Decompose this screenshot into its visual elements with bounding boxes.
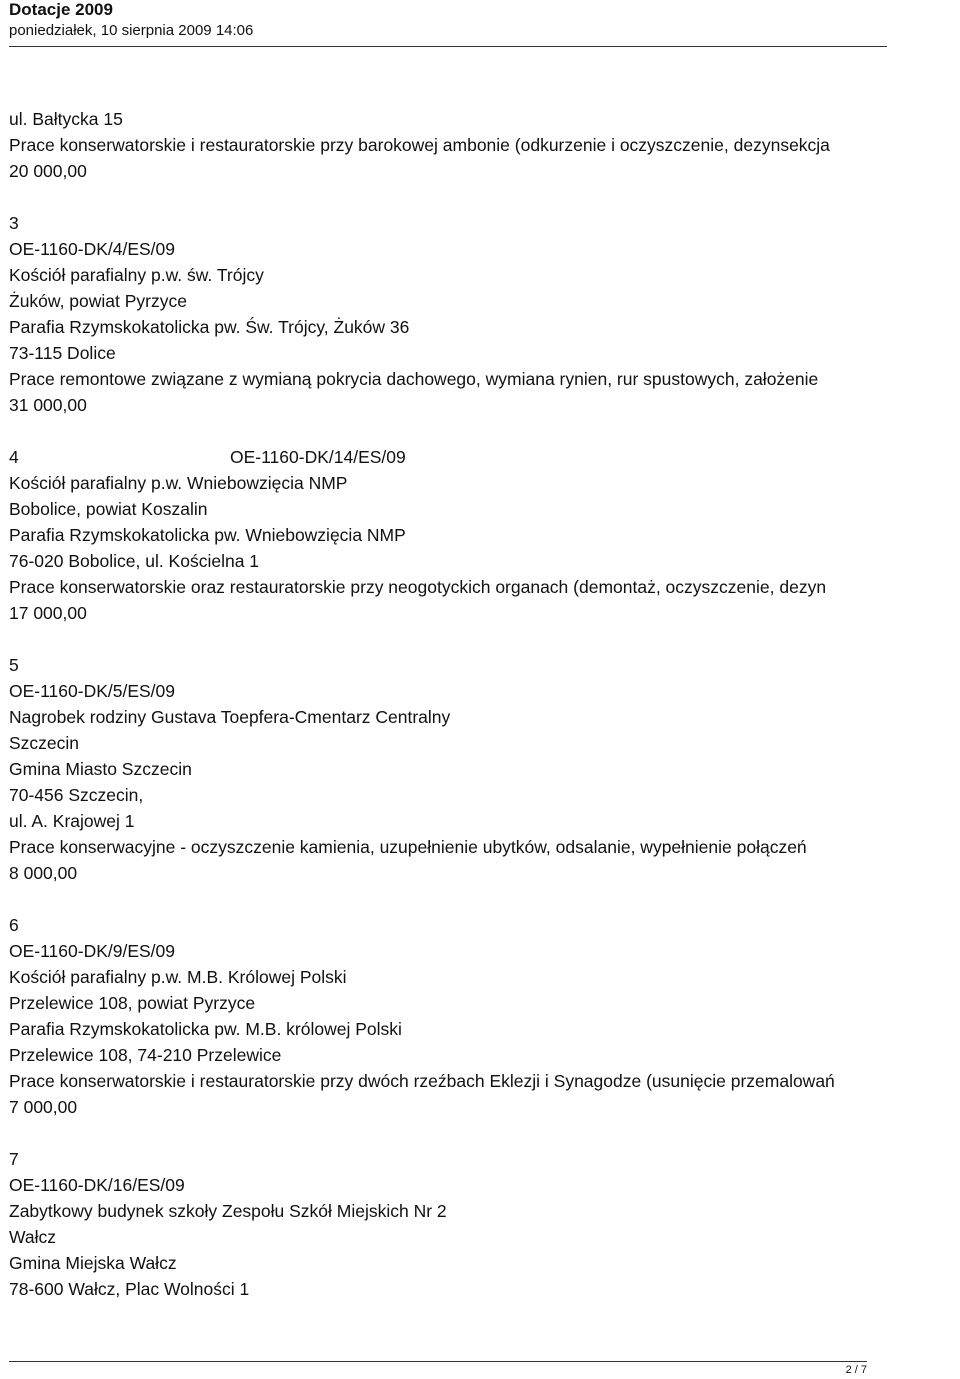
entry-location: Przelewice 108, powiat Pyrzyce (9, 993, 256, 1013)
entry-owner: Gmina Miasto Szczecin (9, 759, 192, 779)
entry-object: Kościół parafialny p.w. M.B. Królowej Polski (9, 967, 347, 987)
entry-works: Prace konserwatorskie oraz restauratorskie przy neogotyckich organach (demontaż, oczyszczenie, dezyn (9, 577, 827, 597)
entry-owner: Parafia Rzymskokatolicka pw. Św. Trójcy, Żuków 36 (9, 317, 410, 337)
entry-address-street: ul. A. Krajowej 1 (9, 811, 135, 831)
entry-number: 5 (9, 655, 19, 675)
entry-amount: 8 000,00 (9, 863, 78, 883)
entry-object: Kościół parafialny p.w. Wniebowzięcia NMP (9, 473, 348, 493)
document-date: poniedziałek, 10 sierpnia 2009 14:06 (9, 22, 254, 39)
entry-address: 73-115 Dolice (9, 343, 116, 363)
entry-address: Przelewice 108, 74-210 Przelewice (9, 1045, 282, 1065)
entry-works: Prace remontowe związane z wymianą pokrycia dachowego, wymiana rynien, rur spustowych, założenie (9, 369, 819, 389)
document-header (9, 0, 889, 40)
entry-location: Bobolice, powiat Koszalin (9, 499, 208, 519)
entry-owner: Gmina Miejska Wałcz (9, 1253, 177, 1273)
document-title: Dotacje 2009 (9, 0, 113, 19)
entry-location: Wałcz (9, 1227, 56, 1247)
entry-object: Kościół parafialny p.w. św. Trójcy (9, 265, 264, 285)
entry-address: 78-600 Wałcz, Plac Wolności 1 (9, 1279, 250, 1299)
list-item (9, 912, 960, 1120)
entry-amount: 31 000,00 (9, 395, 87, 415)
entry-amount: 17 000,00 (9, 603, 87, 623)
list-item (9, 444, 960, 626)
header-divider (9, 46, 887, 47)
entry-code: OE-1160-DK/4/ES/09 (9, 239, 176, 259)
entry-object: Zabytkowy budynek szkoły Zespołu Szkół Miejskich Nr 2 (9, 1201, 447, 1221)
entry-owner: Parafia Rzymskokatolicka pw. M.B. królowej Polski (9, 1019, 402, 1039)
entry-code: OE-1160-DK/5/ES/09 (9, 681, 176, 701)
entry-code: OE-1160-DK/9/ES/09 (9, 941, 176, 961)
list-item (9, 1146, 960, 1302)
entry-number: 3 (9, 213, 19, 233)
entry-number: 6 (9, 915, 19, 935)
document-body (9, 106, 960, 1302)
list-item (9, 210, 960, 418)
entry-works: Prace konserwatorskie i restauratorskie przy barokowej ambonie (odkurzenie i oczyszczenie, dezynsekcja (9, 135, 830, 155)
entry-location: Żuków, powiat Pyrzyce (9, 291, 187, 311)
entry-works: Prace konserwatorskie i restauratorskie przy dwóch rzeźbach Eklezji i Synagodze (usunięcie przemalowań (9, 1071, 835, 1091)
entry-address: 76-020 Bobolice, ul. Kościelna 1 (9, 551, 260, 571)
entry-code: OE-1160-DK/16/ES/09 (9, 1175, 185, 1195)
entry-amount: 7 000,00 (9, 1097, 78, 1117)
entry-code: OE-1160-DK/14/ES/09 (230, 447, 406, 467)
entry-owner: Parafia Rzymskokatolicka pw. Wniebowzięcia NMP (9, 525, 406, 545)
list-item (9, 652, 960, 886)
entry-header (9, 444, 960, 470)
entry-works: Prace konserwacyjne - oczyszczenie kamienia, uzupełnienie ubytków, odsalanie, wypełnienie połączeń (9, 837, 807, 857)
entry-amount: 20 000,00 (9, 161, 87, 181)
entry-object: Nagrobek rodziny Gustava Toepfera-Cmentarz Centralny (9, 707, 451, 727)
entry-address: ul. Bałtycka 15 (9, 109, 123, 129)
entry-location: Szczecin (9, 733, 80, 753)
entry-number: 4 (9, 447, 19, 467)
list-item (9, 106, 960, 184)
entry-number: 7 (9, 1149, 19, 1169)
entry-address: 70-456 Szczecin, (9, 785, 144, 805)
footer-divider (9, 1361, 867, 1362)
page-number: 2 / 7 (845, 1364, 867, 1376)
